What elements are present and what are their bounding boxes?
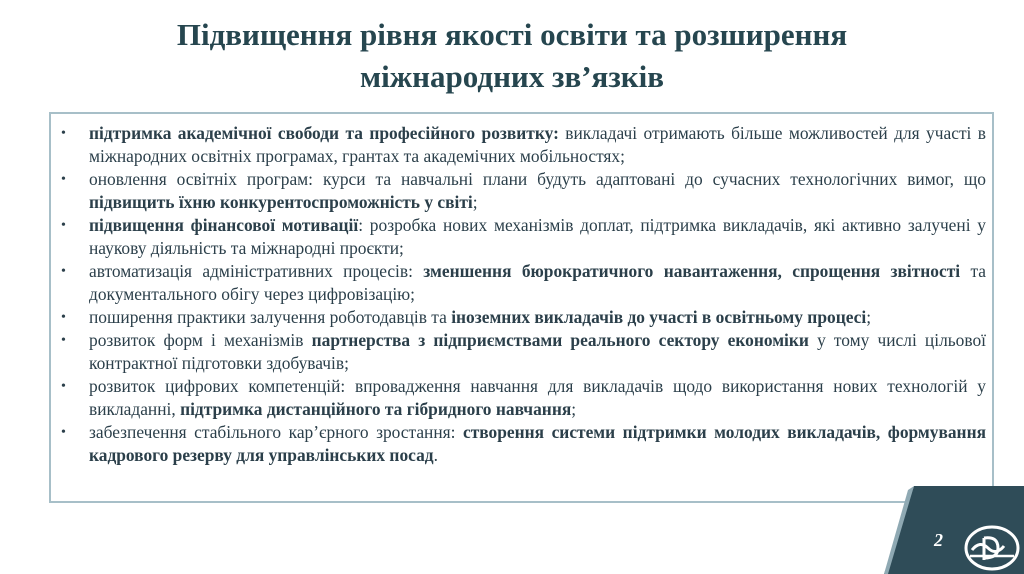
bullet-dot-icon: • bbox=[61, 425, 66, 440]
slide-title bbox=[100, 14, 924, 98]
bullet-bold-text: зменшення бюрократичного навантаження, спрощення звітності bbox=[423, 261, 961, 281]
bullet-item bbox=[61, 122, 986, 168]
content-box bbox=[49, 112, 994, 503]
bullet-bold-text: підтримка дистанційного та гібридного навчання bbox=[180, 399, 572, 419]
bullet-text: . bbox=[433, 445, 438, 465]
bullet-text: у тому числі цільової контрактної підготовки здобувачів; bbox=[89, 330, 986, 373]
bullet-item bbox=[61, 260, 986, 306]
bullet-text: ; bbox=[472, 192, 478, 212]
bullet-text: оновлення освітніх програм: курси та навчальні плани будуть адаптовані до сучасних технологічних вимог, що bbox=[89, 169, 986, 189]
bullet-text: поширення практики залучення роботодавців та bbox=[89, 307, 452, 327]
bullet-bold-text: підтримка академічної свободи та професійного розвитку: bbox=[89, 123, 559, 143]
bullet-text: забезпечення стабільного кар’єрного зростання: bbox=[89, 422, 463, 442]
bullet-item bbox=[61, 375, 986, 421]
bullet-bold-text: партнерства з підприємствами реального сектору економіки bbox=[311, 330, 809, 350]
bullet-item bbox=[61, 168, 986, 214]
bullet-dot-icon: • bbox=[61, 379, 66, 394]
bullet-text: викладачі отримають більше можливостей для участі в міжнародних освітніх програмах, грантах та академічних мобільностях; bbox=[89, 123, 986, 166]
bullet-item bbox=[61, 306, 986, 329]
bullet-text: ; bbox=[866, 307, 872, 327]
bullet-text: автоматизація адміністративних процесів: bbox=[89, 261, 424, 281]
bullet-bold-text: створення системи підтримки молодих викладачів, формування кадрового резерву для управлінських посад bbox=[89, 422, 986, 465]
bullet-dot-icon: • bbox=[61, 126, 66, 141]
title-line-1: Підвищення рівня якості освіти та розширення bbox=[176, 17, 848, 52]
bullet-dot-icon: • bbox=[61, 172, 66, 187]
bullet-dot-icon: • bbox=[61, 264, 66, 279]
bullet-bold-text: іноземних викладачів до участі в освітньому процесі bbox=[451, 307, 867, 327]
bullet-dot-icon: • bbox=[61, 310, 66, 325]
bullet-text: ; bbox=[571, 399, 577, 419]
bullet-text: розвиток форм і механізмів bbox=[89, 330, 312, 350]
bullet-bold-text: підвищить їхню конкурентоспроможність у світі bbox=[89, 192, 473, 212]
page-number: 2 bbox=[934, 530, 943, 550]
bullet-item bbox=[61, 329, 986, 375]
bullet-text: : розробка нових механізмів доплат, підтримка викладачів, які активно залучені у наукову діяльність та міжнародні проєкти; bbox=[89, 215, 986, 258]
bullet-item bbox=[61, 421, 986, 467]
bullet-text: розвиток цифрових компетенцій: впровадження навчання для викладачів щодо використання нових технологій у викладанні, bbox=[89, 376, 986, 419]
university-logo-icon bbox=[962, 524, 1022, 572]
bullet-list bbox=[61, 122, 986, 467]
bullet-text: та документального обігу через цифровізацію; bbox=[89, 261, 986, 304]
title-line-2: міжнародних зв’язків bbox=[359, 59, 665, 94]
bullet-dot-icon: • bbox=[61, 333, 66, 348]
bullet-bold-text: підвищення фінансової мотивації bbox=[89, 215, 359, 235]
bullet-dot-icon: • bbox=[61, 218, 66, 233]
bullet-item bbox=[61, 214, 986, 260]
